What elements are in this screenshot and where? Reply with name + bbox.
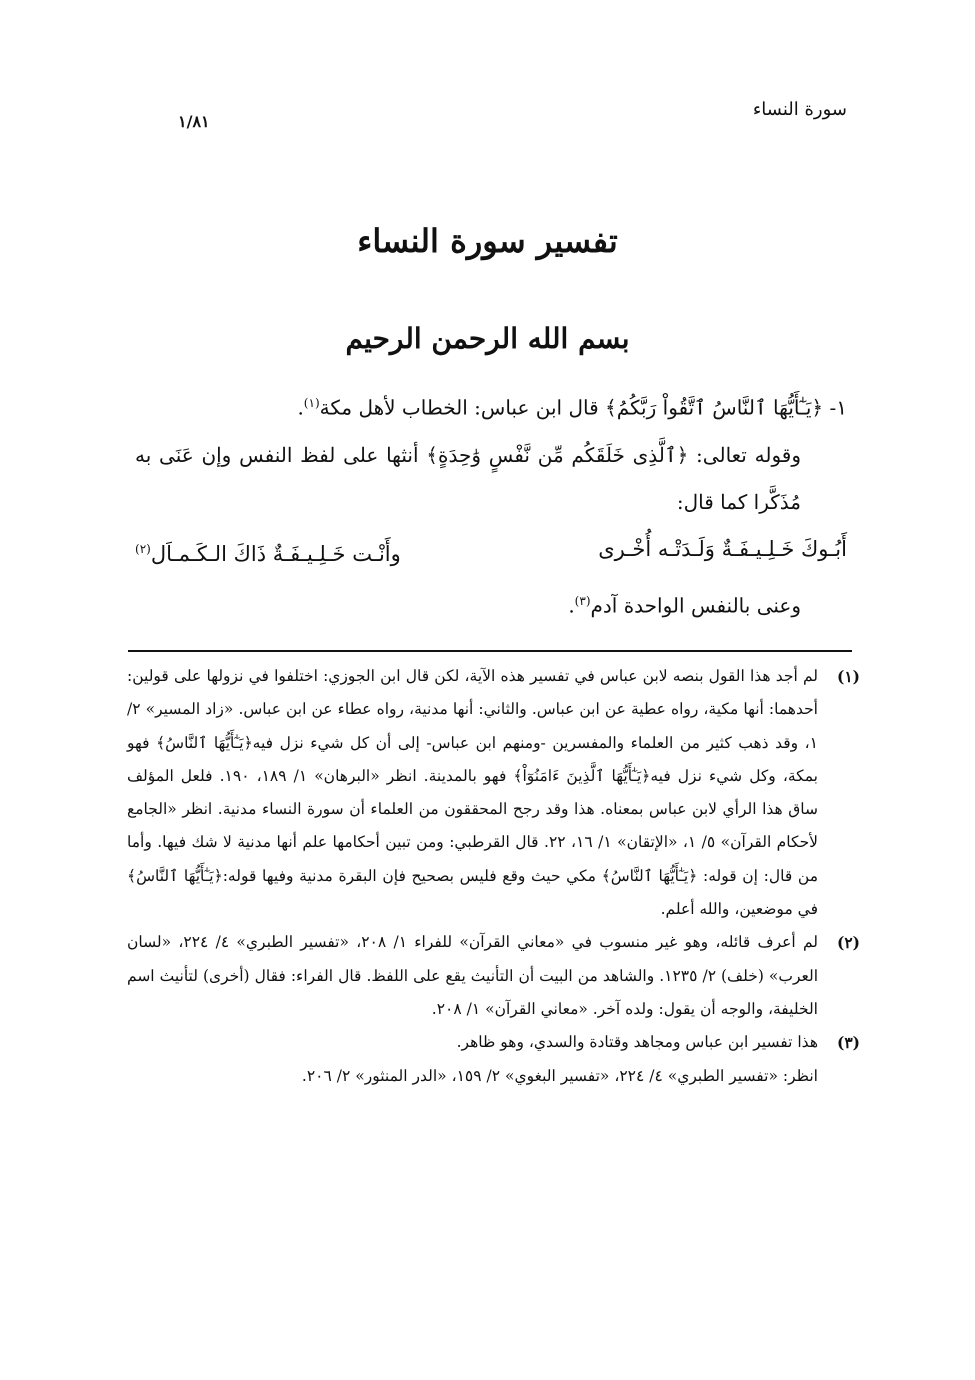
footnote-divider <box>128 650 852 652</box>
verse-text: وأَنْـت خَـلِـيـفَـةٌ ذَاكَ الـكَـمـاَل <box>150 541 401 566</box>
footnote-number: (١) <box>836 667 860 686</box>
verse-second-hemistich <box>135 526 401 578</box>
footnote-line: هذا تفسير ابن عباس ومجاهد وقتادة والسدي، وهو ظاهر. <box>456 1033 818 1052</box>
footnote-2 <box>127 926 860 1026</box>
verse-first-hemistich: أَبُـوكَ خَـلِـيـفَـةٌ وَلَـدَتْـه أُخْـرى <box>598 536 847 561</box>
paragraph-adam <box>135 578 847 630</box>
punctuation: . <box>568 593 575 618</box>
footnote-line: انظر: «تفسير الطبري» ٤/ ٢٢٤، «تفسير البغوي» ٢/ ١٥٩، «الدر المنثور» ٢/ ٢٠٦. <box>301 1066 818 1085</box>
page-title: تفسير سورة النساء <box>357 222 618 260</box>
page-number: ١/٨١ <box>178 112 210 131</box>
paragraph-text: وعنى بالنفس الواحدة آدم <box>590 593 801 618</box>
footnote-text: لم أجد هذا القول بنصه لابن عباس في تفسير هذه الآية، لكن قال ابن الجوزي: اختلفوا في نزولها على قولين: أحدهما: أنها مكية، رواه عطية عن ابن عباس. والثاني: أنها مدنية، رواه عطاء عن ابن عباس. «زاد المسير» ٢/ ١، وقد ذهب كثير من العلماء والمفسرين -ومنهم ابن عباس- إلى أن كل شيء نزل فيه﴿يَـٰٓأَيُّهَا ٱلنَّاسُ﴾ فهو بمكة، وكل شيء نزل فيه﴿يَـٰٓأَيُّهَا ٱلَّذِينَ ءَامَنُوٓاْ﴾ فهو بالمدينة. انظر «البرهان» ١/ ١٨٩، ١٩٠. فلعل المؤلف ساق هذا الرأي لابن عباس بمعناه. هذا وقد رجح المحققون من العلماء أن سورة النساء مدنية. انظر «الجامع لأحكام القرآن» ٥/ ١، «الإتقان» ١/ ١٦، ٢٢. قال القرطبي: ومن تبين أحكامها علم أنها مدنية لا شك فيها. وأما من قال: إن قوله: ﴿يَـٰٓأَيُّهَا ٱلنَّاسُ﴾ مكي حيث وقع فليس بصحيح فإن البقرة مدنية وفيها قوله:﴿يَـٰٓأَيُّهَا ٱلنَّاسُ﴾ في موضعين، والله أعلم. <box>127 667 818 919</box>
footnote-ref: (١) <box>303 396 320 410</box>
poetry-verse <box>135 526 847 578</box>
footnotes <box>127 660 860 1093</box>
paragraph-text: ١- ﴿يَـٰٓأَيُّهَا ٱلنَّاسُ ٱتَّقُواْ رَبَّكُمُ﴾ قال ابن عباس: الخطاب لأهل مكة <box>319 395 847 420</box>
footnote-text: لم أعرف قائله، وهو غير منسوب في «معاني القرآن» للفراء ١/ ٢٠٨، «تفسير الطبري» ٤/ ٢٢٤، «لسان العرب» (خلف) ٢/ ١٢٣٥. والشاهد من البيت أن التأنيث يقع على اللفظ. قال الفراء: فقال (أخرى) لتأنيث اسم الخليفة، والوجه أن يقول: ولده آخر. «معاني القرآن» ١/ ٢٠٨. <box>127 933 818 1018</box>
running-header-surah: سورة النساء <box>752 99 847 120</box>
footnote-ref: (٣) <box>574 593 591 608</box>
footnote-1 <box>127 660 860 926</box>
footnote-number: (٢) <box>836 933 860 953</box>
punctuation: . <box>297 395 304 420</box>
footnote-3 <box>127 1026 860 1093</box>
footnote-text <box>127 1026 818 1093</box>
basmala: بسم الله الرحمن الرحيم <box>345 322 630 355</box>
footnote-number: (٣) <box>836 1033 860 1053</box>
paragraph-commentary: وقوله تعالى: ﴿ٱلَّذِى خَلَقَكُم مِّن نَّفْسٍ وَٰحِدَةٍ﴾ أنثها على لفظ النفس وإن عَنَى به مُذَكَّرا كما قال: <box>135 442 801 514</box>
paragraph-verse-1 <box>135 380 847 432</box>
main-text <box>135 380 847 629</box>
footnote-ref: (٢) <box>135 541 151 556</box>
